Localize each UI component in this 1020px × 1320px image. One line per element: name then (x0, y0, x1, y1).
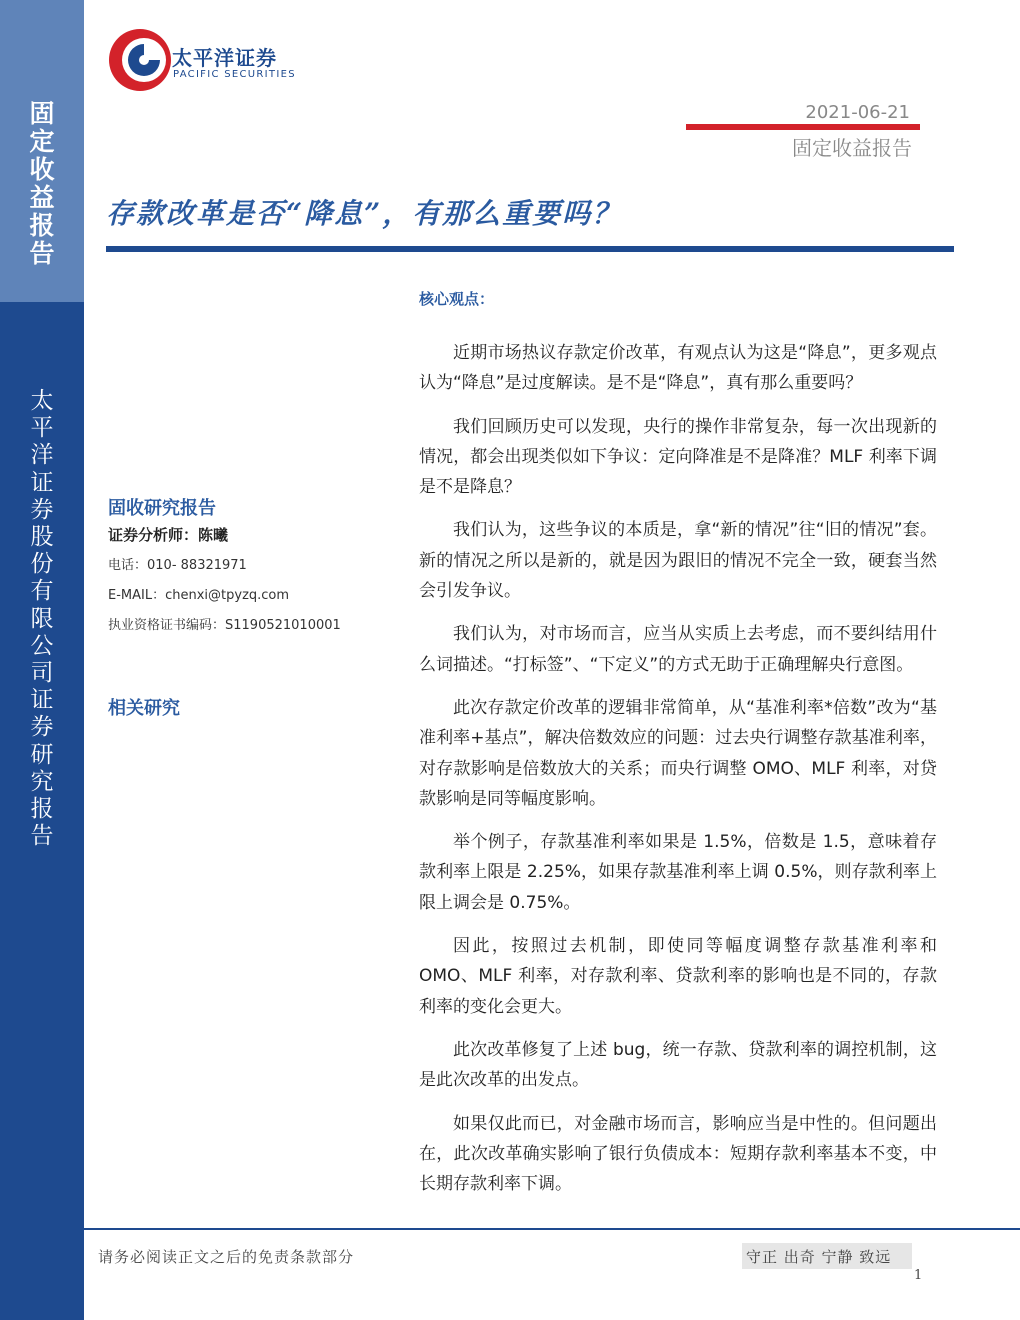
report-type-label: 固定收益报告 (792, 136, 912, 160)
license-label: 执业资格证书编码： (108, 618, 226, 633)
paragraph: 我们认为，这些争议的本质是，拿“新的情况”往“旧的情况”套。新的情况之所以是新的，就是因为跟旧的情况不完全一致，硬套当然会引发争议。 (419, 520, 937, 602)
info-heading: 固收研究报告 (108, 498, 216, 519)
paragraph: 如果仅此而已，对金融市场而言，影响应当是中性的。但问题出在，此次改革确实影响了银行负债成本：短期存款利率基本不变，中长期存款利率下调。 (419, 1113, 937, 1195)
core-views-heading: 核心观点： (419, 290, 495, 308)
phone-label: 电话： (108, 558, 148, 573)
logo-company-subtitle: PACIFIC SECURITIES (173, 69, 296, 80)
logo-company-name: 太平洋证券 (172, 46, 277, 70)
email-label: E-MAIL： (108, 588, 166, 603)
license-value: S1190521010001 (225, 618, 341, 633)
email-line (108, 584, 289, 603)
report-date: 2021-06-21 (805, 102, 910, 123)
email-value[interactable]: chenxi@tpyzq.com (165, 588, 290, 603)
footer-disclaimer: 请务必阅读正文之后的免责条款部分 (98, 1248, 355, 1266)
footer-divider (84, 1228, 1020, 1230)
paragraph: 此次存款定价改革的逻辑非常简单，从“基准利率*倍数”改为“基准利率+基点”，解决倍数效应的问题：过去央行调整存款基准利率，对存款影响是倍数放大的关系；而央行调整 OMO、MLF 利率，对贷款影响是同等幅度影响。 (419, 697, 937, 809)
phone-value: 010- 88321971 (147, 558, 247, 573)
analyst-line (108, 524, 228, 545)
paragraph: 因此，按照过去机制，即使同等幅度调整存款基准利率和 OMO、MLF 利率，对存款利率、贷款利率的影响也是不同的，存款利率的变化会更大。 (419, 936, 937, 1017)
body-text (419, 338, 937, 1212)
paragraph: 举个例子，存款基准利率如果是 1.5%，倍数是 1.5，意味着存款利率上限是 2.25%，如果存款基准利率上调 0.5%，则存款利率上限上调会是 0.75%。 (419, 832, 937, 913)
paragraph: 我们认为，对市场而言，应当从实质上去考虑，而不要纠结用什么词描述。“打标签”、“下定义”的方式无助于正确理解央行意图。 (419, 624, 937, 675)
phone-line (108, 554, 247, 573)
footer-motto: 守正 出奇 宁静 致远 (742, 1243, 912, 1269)
license-line (108, 614, 341, 633)
analyst-name: 陈曦 (198, 526, 229, 544)
related-research-heading: 相关研究 (108, 698, 180, 719)
analyst-label: 证券分析师： (108, 526, 199, 544)
sidebar-vertical-report-type: 固定收益报告 (29, 99, 55, 268)
paragraph: 我们回顾历史可以发现，央行的操作非常复杂，每一次出现新的情况，都会出现类似如下争议：定向降准是不是降准？MLF 利率下调是不是降息？ (419, 416, 937, 498)
header-red-divider (686, 124, 920, 130)
page-number: 1 (914, 1268, 923, 1283)
title-divider (106, 246, 954, 252)
page-title: 存款改革是否“降息”，有那么重要吗？ (106, 197, 623, 230)
sidebar-vertical-company: 太平洋证券股份有限公司证券研究报告 (30, 388, 54, 850)
paragraph: 近期市场热议存款定价改革，有观点认为这是“降息”，更多观点认为“降息”是过度解读。是不是“降息”，真有那么重要吗？ (419, 343, 937, 394)
paragraph: 此次改革修复了上述 bug，统一存款、贷款利率的调控机制，这是此次改革的出发点。 (419, 1039, 937, 1091)
